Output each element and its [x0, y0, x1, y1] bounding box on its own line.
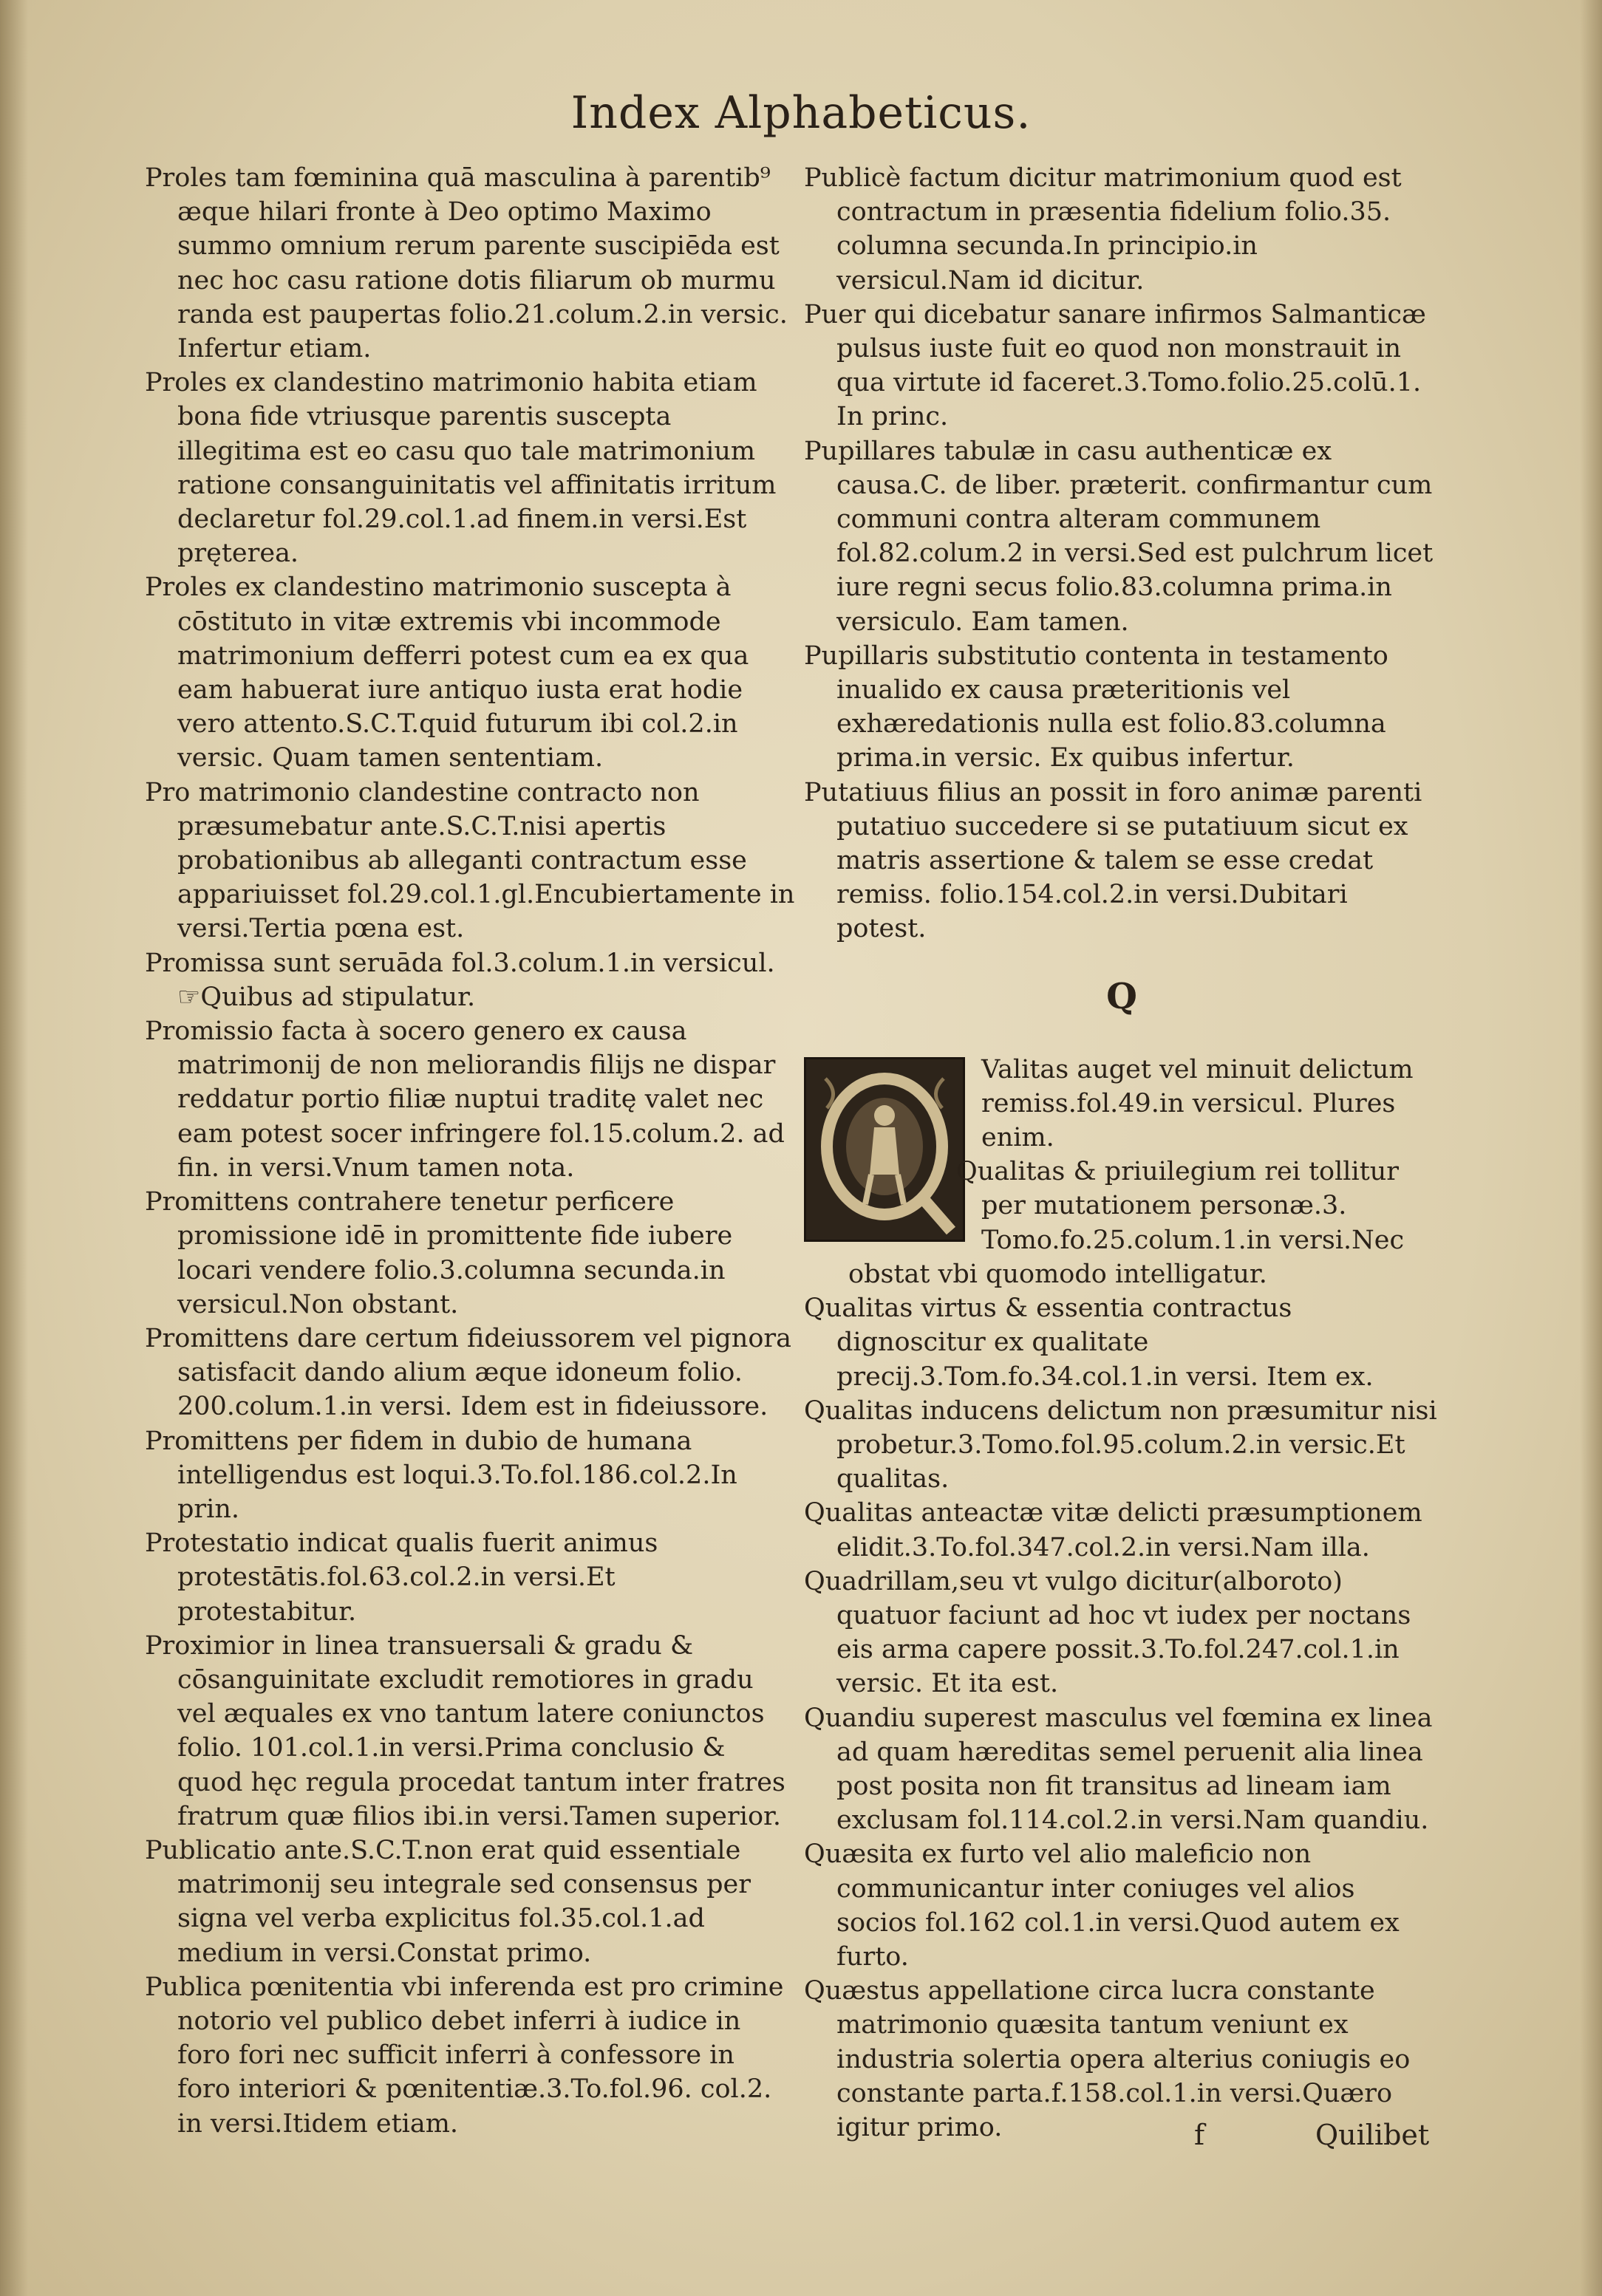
index-entry: Proles ex clandestino matrimonio suscepta à cōstituto in vitæ extremis vbi incommode matrimonium defferri potest cum ea ex qua eam habuerat iure antiquo iusta erat hodie vero attento.S.C.T.quid futurum ibi col.2.in versic. Quam tamen sententiam.	[145, 573, 749, 773]
section-letter: Q	[1106, 975, 1137, 1017]
left-column	[145, 161, 795, 2141]
index-entry: Puer qui dicebatur sanare infirmos Salmanticæ pulsus iuste fuit eo quod non monstrauit in qua virtute id faceret.3.Tomo.folio.25.colū.1. In princ.	[804, 299, 1426, 432]
index-entry: Proles tam fœminina quā masculina à parentib⁹ æque hilari fronte à Deo optimo Maximo summo omnium rerum parente suscipiēda est nec hoc casu ratione dotis filiarum ob murmu randa est paupertas folio.21.colum.2.in versic. Infertur etiam.	[145, 163, 788, 364]
index-entry: Pupillares tabulæ in casu authenticæ ex causa.C. de liber. præterit. confirmantur cum communi contra alteram communem fol.82.colum.2 in versi.Sed est pulchrum licet iure regni secus folio.83.columna prima.in versiculo. Eam tamen.	[804, 436, 1434, 637]
index-entry: Quæstus appellatione circa lucra constante matrimonio quæsita tantum veniunt ex industria solertia opera alterius coniugis eo constante parta.f.158.col.1.in versi.Quæro igitur primo.	[804, 1976, 1411, 2142]
index-entry: Promittens dare certum fideiussorem vel pignora satisfacit dando alium æque idoneum folio. 200.colum.1.in versi. Idem est in fideiussore.	[145, 1323, 791, 1422]
index-entry: Valitas auget vel minuit delictum remiss.fol.49.in versicul. Plures enim.	[981, 1054, 1414, 1153]
index-entry: Proximior in linea transuersali & gradu & cōsanguinitate excludit remotiores in gradu vel æquales ex vno tantum latere coniunctos folio. 101.col.1.in versi.Prima conclusio & quod hęc regula procedat tantum inter fratres fratrum quæ filios ibi.in versi.Tamen superior.	[145, 1630, 785, 1831]
index-entry: Qualitas anteactæ vitæ delicti præsumptionem elidit.3.To.fol.347.col.2.in versi.Nam illa.	[804, 1498, 1422, 1562]
catchword: Quilibet	[1315, 2119, 1430, 2151]
index-entry: Pupillaris substitutio contenta in testamento inualido ex causa præteritionis vel exhæredationis nulla est folio.83.columna prima.in versic. Ex quibus infertur.	[804, 640, 1388, 773]
index-entry: Quæsita ex furto vel alio maleficio non communicantur inter coniuges vel alios socios fol.162 col.1.in versi.Quod autem ex furto.	[804, 1839, 1400, 1972]
index-entry: Qualitas virtus & essentia contractus dignoscitur ex qualitate precij.3.Tom.fo.34.col.1.in versi. Item ex.	[804, 1294, 1374, 1392]
index-entry: Putatiuus filius an possit in foro animæ parenti putatiuo succedere si se putatiuum sicut ex matris assertione & talem se esse credat remiss. folio.154.col.2.in versi.Dubitari potest.	[804, 777, 1422, 944]
index-entry: Qualitas inducens delictum non præsumitur nisi probetur.3.Tomo.fol.95.colum.2.in versic.Et qualitas.	[804, 1395, 1437, 1494]
index-entry: Publicatio ante.S.C.T.non erat quid essentiale matrimonij seu integrale sed consensus per signa vel verba explicitus fol.35.col.1.ad medium in versi.Constat primo.	[145, 1835, 751, 1968]
index-entry: Promittens contrahere tenetur perficere promissione idē in promittente fide iubere locari vendere folio.3.columna secunda.in versicul.Non obstant.	[145, 1187, 733, 1319]
decorated-initial-q-icon	[804, 1057, 965, 1242]
index-entry: Quandiu superest masculus vel fœmina ex linea ad quam hæreditas semel peruenit alia linea post posita non fit transitus ad lineam iam exclusam fol.114.col.2.in versi.Nam quandiu.	[804, 1703, 1433, 1836]
index-entry: Proles ex clandestino matrimonio habita etiam bona fide vtriusque parentis suscepta illegitima est eo casu quo tale matrimonium ratione consanguinitatis vel affinitatis irritum declaretur fol.29.col.1.ad finem.in versi.Est pręterea.	[145, 368, 777, 569]
woodcut-initial-icon	[811, 1064, 958, 1235]
initial-block	[804, 1053, 1439, 1291]
index-entry: Pro matrimonio clandestine contracto non præsumebatur ante.S.C.T.nisi apertis probationibus ab alleganti contractum esse appariuisset fol.29.col.1.gl.Encubiertamente in versi.Tertia pœna est.	[145, 777, 795, 944]
index-entry: Promittens per fidem in dubio de humana intelligendus est loqui.3.To.fol.186.col.2.In prin.	[145, 1426, 737, 1524]
index-entry: Promissio facta à socero genero ex causa matrimonij de non meliorandis filijs ne dispar reddatur portio filiæ nuptui traditę valet nec eam potest socer infringere fol.15.colum.2. ad fin. in versi.Vnum tamen nota.	[145, 1017, 785, 1183]
index-entry: Publicè factum dicitur matrimonium quod est contractum in præsentia fidelium folio.35. columna secunda.In principio.in versicul.Nam id dicitur.	[804, 163, 1402, 295]
index-entry: Quadrillam,seu vt vulgo dicitur(alboroto) quatuor faciunt ad hoc vt iudex per noctans eis arma capere possit.3.To.fol.247.col.1.in versic. Et ita est.	[804, 1566, 1411, 1699]
index-entry: Protestatio indicat qualis fuerit animus protestātis.fol.63.col.2.in versi.Et protestabitur.	[145, 1528, 658, 1627]
index-entry: Publica pœnitentia vbi inferenda est pro crimine notorio vel publico debet inferri à iudice in foro fori nec sufficit inferri à confessore in foro interiori & pœnitentiæ.3.To.fol.96. col.2. in versi.Itidem etiam.	[145, 1972, 784, 2139]
page-title: Index Alphabeticus.	[570, 87, 1032, 139]
index-entry: Promissa sunt seruāda fol.3.colum.1.in versicul. ☞Quibus ad stipulatur.	[145, 948, 775, 1012]
signature-mark: f	[1194, 2119, 1205, 2151]
right-column	[804, 161, 1439, 2145]
index-entry: Qualitas & priuilegium rei tollitur per mutationem personæ.3. Tomo.fo.25.colum.1.in versi.Nec obstat vbi quomodo intelligatur.	[848, 1157, 1405, 1289]
